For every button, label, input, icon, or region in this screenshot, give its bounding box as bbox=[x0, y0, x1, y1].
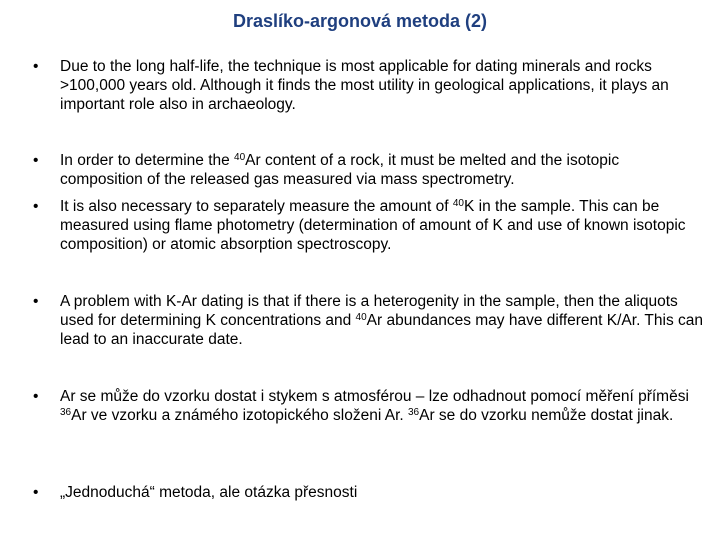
bullet-dot: • bbox=[33, 388, 39, 405]
bullet-text: It is also necessary to separately measure the amount of $^{40}$K in the sample. This can be measured using flame photometry (determination of amount of K and use of known isotopic composition) or atomic absorption spectroscopy. bbox=[60, 198, 686, 253]
bullet-text: In order to determine the $^{40}$Ar content of a rock, it must be melted and the isotopic composition of the released gas measured via mass spectrometry. bbox=[60, 152, 620, 188]
bullet-dot: • bbox=[33, 484, 39, 501]
slide-title: Draslíko-argonová metoda (2) bbox=[232, 11, 488, 31]
bullet-text: Ar se může do vzorku dostat i stykem s atmosférou – lze odhadnout pomocí měření příměsi $^{36}$Ar ve vzorku a známého izotopického složeni Ar. $^{36}$Ar se do vzorku nemůže dostat jinak. bbox=[60, 388, 689, 424]
bullet-text: A problem with K-Ar dating is that if there is a heterogenity in the sample, then the aliquots used for determining K concentrations and $^{40}$Ar abundances may have different K/Ar. This can lead to an inaccurate date. bbox=[60, 293, 703, 348]
bullet-dot: • bbox=[33, 198, 39, 215]
bullet-dot: • bbox=[33, 293, 39, 310]
bullet-dot: • bbox=[33, 58, 39, 75]
bullet-text: Due to the long half-life, the technique is most applicable for dating minerals and rocks >100,000 years old. Although it finds the most utility in geological applications, it plays an important role also in archaeology. bbox=[60, 58, 669, 113]
bullet-text: „Jednoduchá“ metoda, ale otázka přesnosti bbox=[60, 484, 358, 501]
bullet-dot: • bbox=[33, 152, 39, 169]
